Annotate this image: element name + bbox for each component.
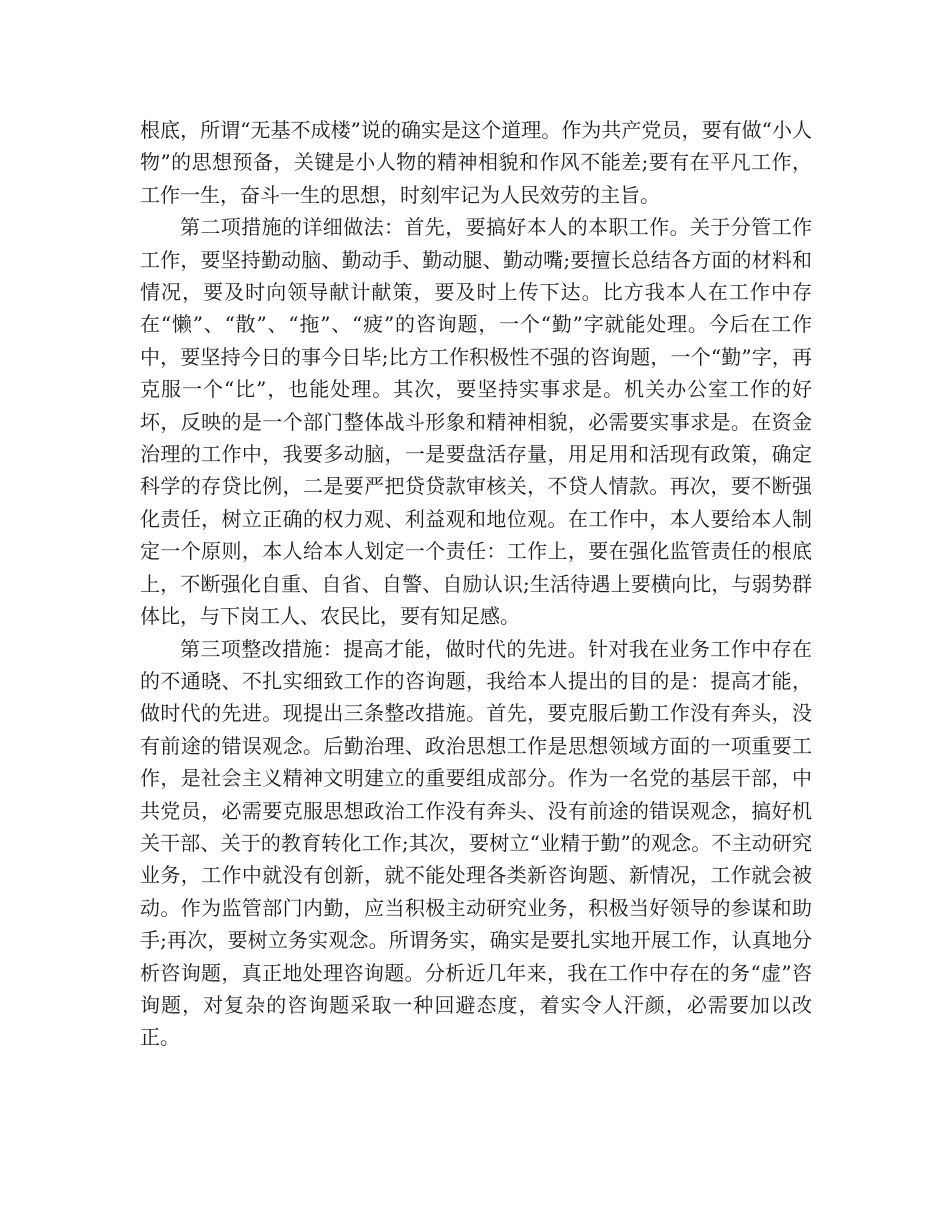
document-body: [140, 114, 812, 1054]
paragraph-continuation: 根底，所谓“无基不成楼”说的确实是这个道理。作为共产党员，要有做“小人物”的思想预备，关键是小人物的精神相貌和作风不能差;要有在平凡工作，工作一生，奋斗一生的思想，时刻牢记为人民效劳的主旨。: [140, 118, 812, 207]
paragraph-measure-two: 第二项措施的详细做法：首先，要搞好本人的本职工作。关于分管工作工作，要坚持勤动脑、勤动手、勤动腿、勤动嘴;要擅长总结各方面的材料和情况，要及时向领导献计献策，要及时上传下达。比方我本人在工作中存在“懒”、“散”、“拖”、“疲”的咨询题，一个“勤”字就能处理。今后在工作中，要坚持今日的事今日毕;比方工作积极性不强的咨询题，一个“勤”字，再克服一个“比”，也能处理。其次，要坚持实事求是。机关办公室工作的好坏，反映的是一个部门整体战斗形象和精神相貌，必需要实事求是。在资金治理的工作中，我要多动脑，一是要盘活存量，用足用和活现有政策，确定科学的存贷比例，二是要严把贷贷款审核关，不贷人情款。再次，要不断强化责任，树立正确的权力观、利益观和地位观。在工作中，本人要给本人制定一个原则，本人给本人划定一个责任：工作上，要在强化监管责任的根底上，不断强化自重、自省、自警、自励认识;生活待遇上要横向比，与弱势群体比，与下岗工人、农民比，要有知足感。: [140, 215, 812, 629]
paragraph-measure-three: 第三项整改措施：提高才能，做时代的先进。针对我在业务工作中存在的不通晓、不扎实细致工作的咨询题，我给本人提出的目的是：提高才能，做时代的先进。现提出三条整改措施。首先，要克服后勤工作没有奔头，没有前途的错误观念。后勤治理、政治思想工作是思想领域方面的一项重要工作，是社会主义精神文明建立的重要组成部分。作为一名党的基层干部，中共党员，必需要克服思想政治工作没有奔头、没有前途的错误观念，搞好机关干部、关于的教育转化工作;其次，要树立“业精于勤”的观念。不主动研究业务，工作中就没有创新，就不能处理各类新咨询题、新情况，工作就会被动。作为监管部门内勤，应当积极主动研究业务，积极当好领导的参谋和助手;再次，要树立务实观念。所谓务实，确实是要扎实地开展工作，认真地分析咨询题，真正地处理咨询题。分析近几年来，我在工作中存在的务“虚”咨询题，对复杂的咨询题采取一种回避态度，着实令人汗颜，必需要加以改正。: [140, 636, 812, 1050]
